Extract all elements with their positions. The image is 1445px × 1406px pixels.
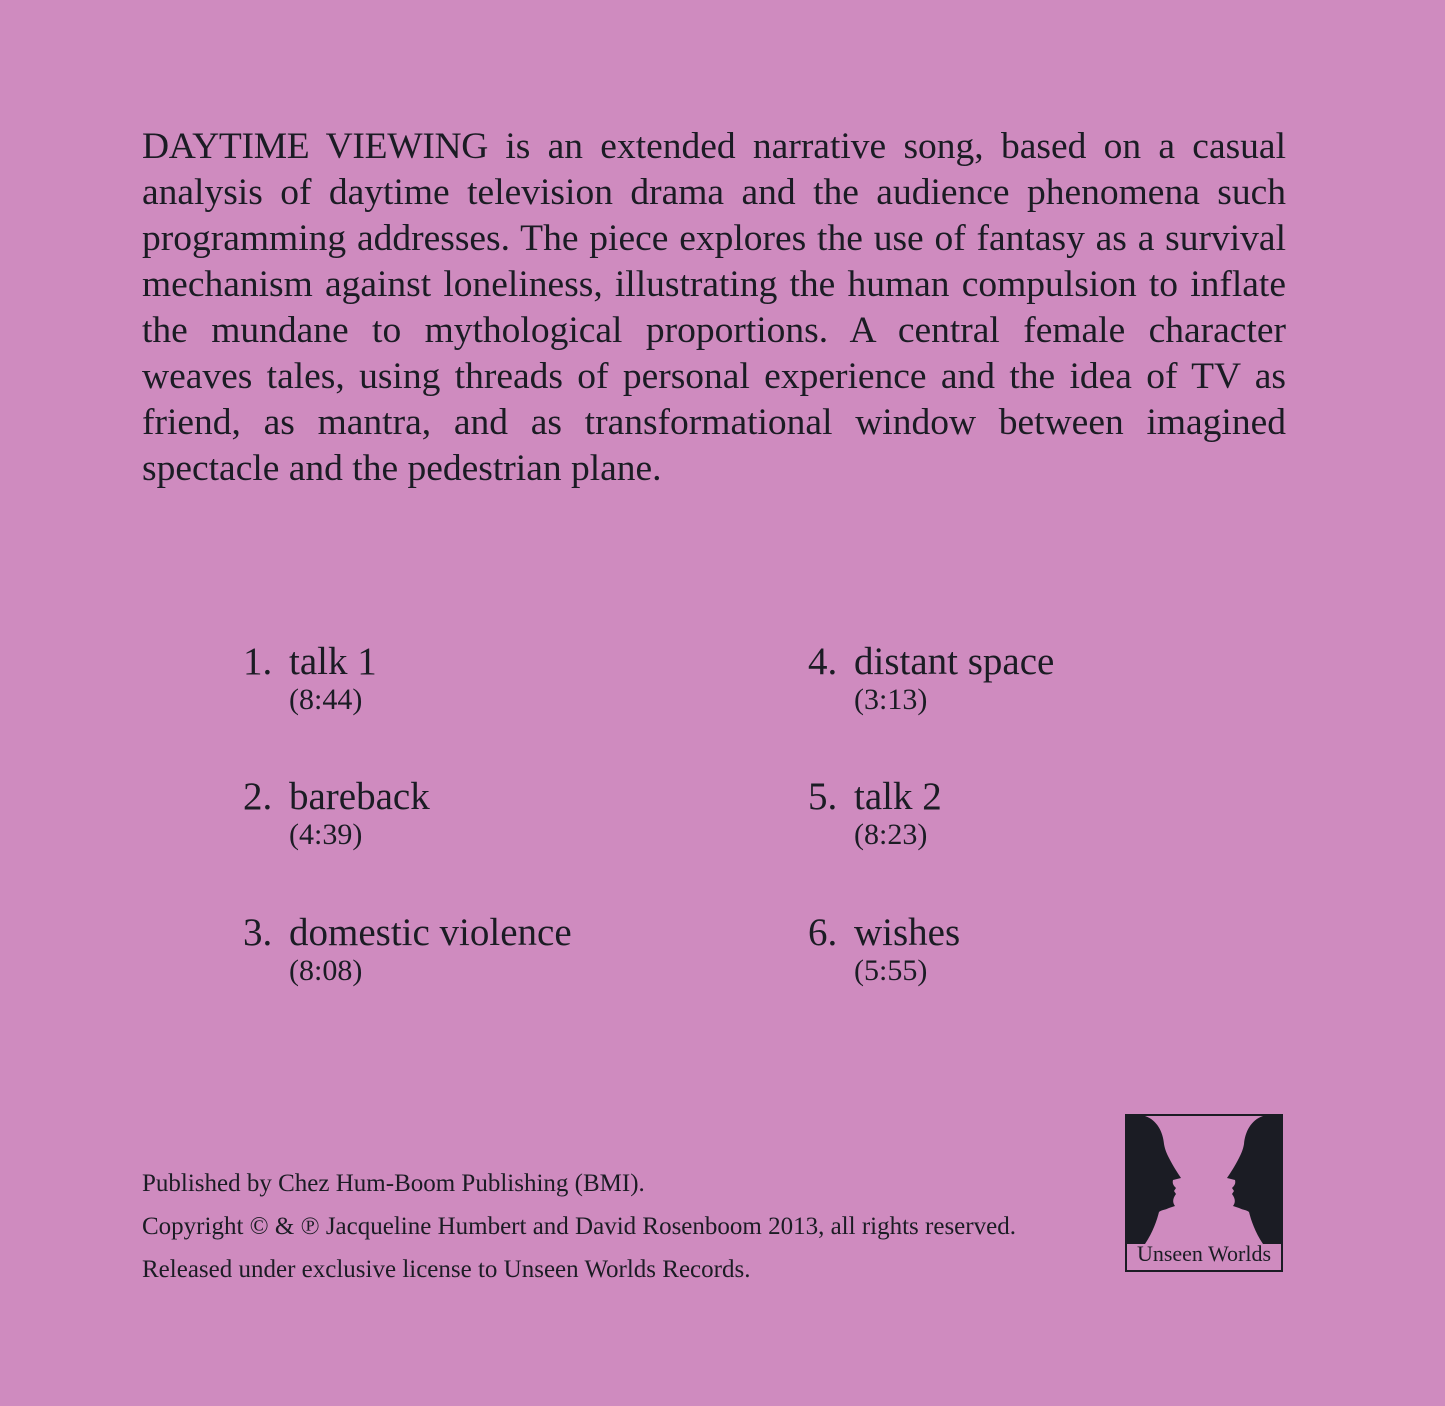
liner-notes-body: is an extended narrative song, based on a casual analysis of daytime television drama and the audience phenomena such programming addresses. The piece explores the use of fantasy as a survival mechanism against loneliness, illustrating the human compulsion to inflate the mundane to mythological proportions. A central female character weaves tales, using threads of personal experience and the idea of TV as friend, as mantra, and as transformational window between imagined spectacle and the pedestrian plane.	[142, 126, 1286, 489]
track-title: wishes	[854, 911, 961, 954]
track-duration: (3:13)	[854, 683, 928, 716]
credits-block	[142, 1162, 1016, 1291]
license-credit: Released under exclusive license to Unseen Worlds Records.	[142, 1256, 751, 1283]
track-title: talk 1	[289, 640, 377, 683]
track-title: distant space	[854, 640, 1055, 683]
logo-label: Unseen Worlds	[1136, 1241, 1272, 1266]
track-duration: (8:08)	[289, 954, 363, 987]
track-duration: (8:44)	[289, 683, 363, 716]
track-number: 6.	[808, 911, 838, 954]
copyright-credit: Copyright © & ℗ Jacqueline Humbert and David Rosenboom 2013, all rights reserved.	[142, 1213, 1016, 1240]
two-faces-profile-icon	[1127, 1116, 1281, 1246]
track-number: 4.	[808, 640, 838, 683]
unseen-worlds-logo	[1125, 1114, 1283, 1272]
album-title: DAYTIME VIEWING	[142, 126, 489, 167]
publisher-credit: Published by Chez Hum-Boom Publishing (BMI).	[142, 1170, 645, 1197]
track-number: 5.	[808, 775, 838, 818]
track-duration: (5:55)	[854, 954, 928, 987]
track-number: 2.	[243, 775, 273, 818]
track-number: 3.	[243, 911, 273, 954]
track-title: domestic violence	[289, 911, 572, 954]
track-number: 1.	[243, 640, 273, 683]
track-title: bareback	[289, 775, 430, 818]
track-duration: (8:23)	[854, 818, 928, 851]
track-title: talk 2	[854, 775, 942, 818]
track-duration: (4:39)	[289, 818, 363, 851]
